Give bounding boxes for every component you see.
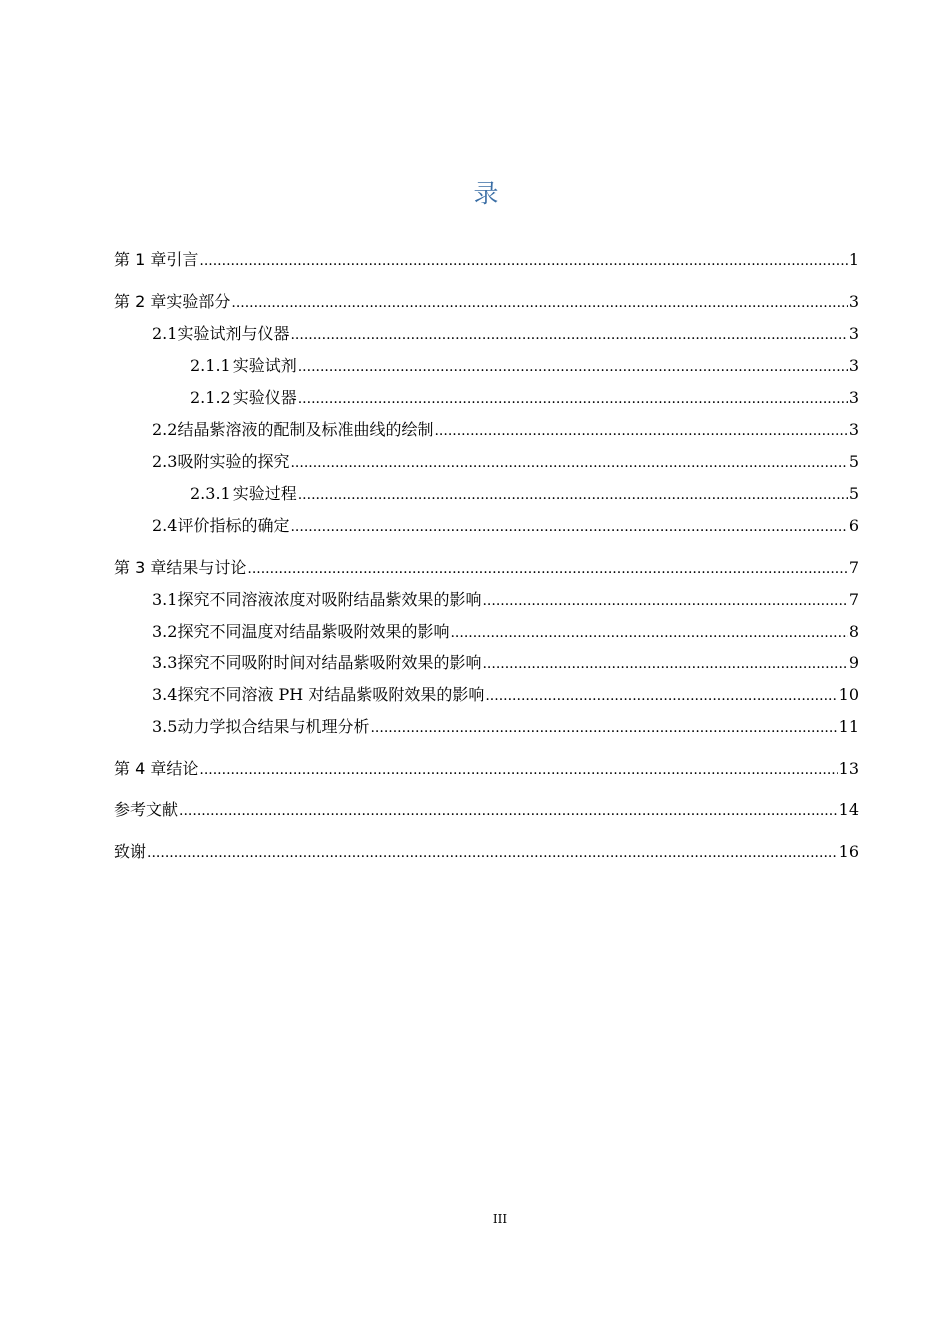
toc-entry-number: 2.1.1 [190, 356, 231, 375]
toc-entry-page: 8 [848, 622, 859, 641]
toc-entry-text: 参考文献 [114, 800, 179, 819]
dot-leader [298, 483, 848, 507]
toc-entry-page: 3 [848, 292, 859, 311]
toc-entry-number: 第 4 章 [114, 759, 167, 778]
toc-entry-number: 2.1 [152, 324, 178, 343]
toc-entry-text: 探究不同溶液浓度对吸附结晶紫效果的影响 [177, 590, 482, 609]
toc-entry-text: 实验试剂 [232, 356, 297, 375]
toc-entry-number: 3.5 [152, 717, 178, 736]
dot-leader [290, 515, 847, 539]
toc-entry-page: 3 [848, 420, 859, 439]
dot-leader [485, 684, 837, 708]
toc-entry-chapter-2[interactable] [114, 290, 859, 314]
toc-entry-page: 5 [848, 452, 859, 471]
toc-entry-acknowledgements[interactable] [114, 840, 859, 864]
toc-entry-2-1-2[interactable] [190, 386, 859, 410]
toc-entry-chapter-4[interactable] [114, 757, 859, 781]
toc-entry-2-2[interactable] [152, 418, 859, 442]
toc-entry-text: 探究不同溶液 PH 对结晶紫吸附效果的影响 [177, 685, 485, 704]
toc-entry-number: 第 1 章 [114, 250, 167, 269]
dot-leader [290, 451, 847, 475]
dot-leader [450, 621, 847, 645]
toc-entry-3-3[interactable] [152, 651, 859, 675]
toc-entry-text: 结晶紫溶液的配制及标准曲线的绘制 [177, 420, 434, 439]
toc-entry-references[interactable] [114, 798, 859, 822]
toc-entry-page: 11 [838, 717, 859, 736]
toc-entry-number: 3.4 [152, 685, 178, 704]
dot-leader [370, 716, 837, 740]
toc-title: 录 [473, 179, 499, 208]
toc-entry-text: 探究不同温度对结晶紫吸附效果的影响 [177, 622, 450, 641]
toc-entry-page: 16 [838, 842, 859, 861]
toc-entry-number: 3.3 [152, 653, 178, 672]
toc-entry-text: 探究不同吸附时间对结晶紫吸附效果的影响 [177, 653, 482, 672]
toc-entry-number: 2.4 [152, 516, 178, 535]
toc-entry-2-4[interactable] [152, 514, 859, 538]
toc-entry-3-2[interactable] [152, 620, 859, 644]
toc-entry-text: 引言 [166, 250, 199, 269]
toc-entry-number: 第 3 章 [114, 558, 167, 577]
toc-entry-page: 7 [848, 558, 859, 577]
dot-leader [434, 419, 847, 443]
dot-leader [298, 387, 848, 411]
toc-entry-page: 9 [848, 653, 859, 672]
dot-leader [247, 557, 847, 581]
toc-entry-text: 实验仪器 [232, 388, 297, 407]
dot-leader [290, 323, 847, 347]
toc-entry-text: 实验试剂与仪器 [177, 324, 290, 343]
toc-entry-page: 5 [848, 484, 859, 503]
toc-entry-number: 3.2 [152, 622, 178, 641]
toc-entry-page: 6 [848, 516, 859, 535]
dot-leader [199, 249, 847, 273]
toc-entry-2-1[interactable] [152, 322, 859, 346]
toc-entry-3-1[interactable] [152, 588, 859, 612]
toc-entry-page: 3 [848, 356, 859, 375]
toc-entry-chapter-1[interactable] [114, 248, 859, 272]
toc-entry-text: 动力学拟合结果与机理分析 [177, 717, 370, 736]
dot-leader [199, 758, 837, 782]
toc-entry-2-3-1[interactable] [190, 482, 859, 506]
toc-entry-2-3[interactable] [152, 450, 859, 474]
toc-entry-number: 2.3 [152, 452, 178, 471]
dot-leader [179, 799, 838, 823]
toc-entry-number: 2.3.1 [190, 484, 231, 503]
toc-entry-page: 14 [838, 800, 859, 819]
toc-entry-text: 致谢 [114, 842, 147, 861]
toc-entry-text: 评价指标的确定 [177, 516, 290, 535]
toc-entry-page: 1 [848, 250, 859, 269]
toc-entry-page: 3 [848, 324, 859, 343]
toc-entry-text: 实验过程 [232, 484, 297, 503]
toc-entry-number: 2.1.2 [190, 388, 231, 407]
toc-entry-page: 10 [838, 685, 859, 704]
toc-entry-number: 3.1 [152, 590, 178, 609]
dot-leader [147, 841, 838, 865]
toc-entry-chapter-3[interactable] [114, 556, 859, 580]
toc-entry-number: 2.2 [152, 420, 178, 439]
page-number-footer: III [492, 1212, 508, 1226]
dot-leader [231, 291, 847, 315]
toc-entry-page: 7 [848, 590, 859, 609]
toc-entry-text: 吸附实验的探究 [177, 452, 290, 471]
dot-leader [482, 652, 847, 676]
toc-entry-text: 实验部分 [166, 292, 231, 311]
dot-leader [482, 589, 847, 613]
toc-entry-page: 3 [848, 388, 859, 407]
toc-entry-3-4[interactable] [152, 683, 859, 707]
toc-entry-text: 结论 [166, 759, 199, 778]
toc-entry-number: 第 2 章 [114, 292, 167, 311]
dot-leader [298, 355, 848, 379]
toc-entry-3-5[interactable] [152, 715, 859, 739]
toc-entry-text: 结果与讨论 [166, 558, 247, 577]
toc-entry-2-1-1[interactable] [190, 354, 859, 378]
toc-entry-page: 13 [838, 759, 859, 778]
